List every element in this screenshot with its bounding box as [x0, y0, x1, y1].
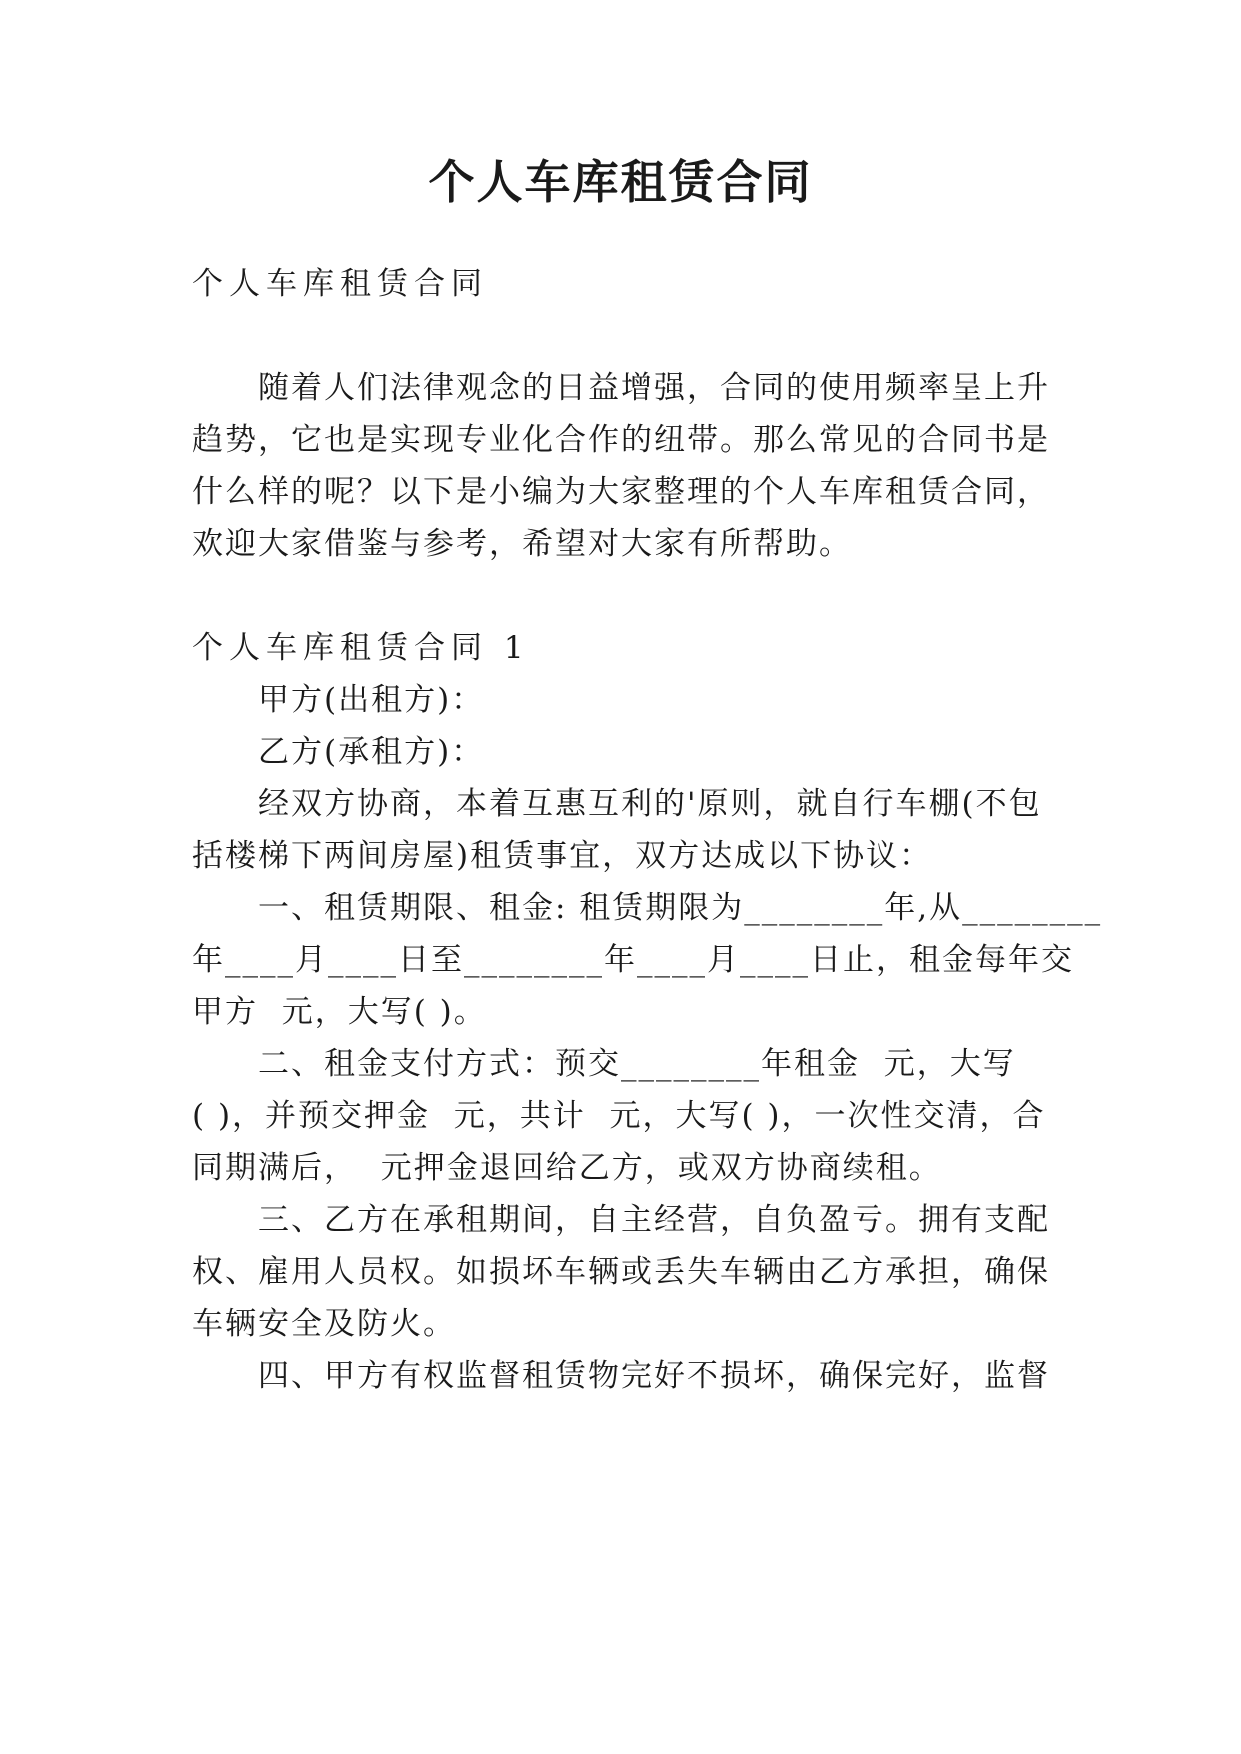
clause2-line-2: ( )，并预交押金 元，共计 元，大写( )，一次性交清，合: [192, 1098, 1046, 1134]
document-subtitle: 个人车库租赁合同: [192, 266, 488, 302]
section-heading: 个人车库租赁合同 1: [192, 630, 530, 666]
party-b-line: 乙方(承租方)：: [192, 734, 485, 770]
clause4-line-1: 四、甲方有权监督租赁物完好不损坏，确保完好，监督: [192, 1358, 1050, 1394]
clause1-line-1: 一、租赁期限、租金: 租赁期限为________年,从________: [192, 890, 1103, 926]
clause2-line-1: 二、租金支付方式：预交________年租金 元，大写: [192, 1046, 1016, 1082]
party-a-line: 甲方(出租方)：: [192, 682, 485, 718]
preamble-line-1: 经双方协商，本着互惠互利的'原则，就自行车棚(不包: [192, 786, 1042, 822]
preamble-line-2: 括楼梯下两间房屋)租赁事宜，双方达成以下协议：: [192, 838, 933, 874]
clause3-line-2: 权、雇用人员权。如损坏车辆或丢失车辆由乙方承担，确保: [192, 1254, 1050, 1290]
intro-line-2: 趋势，它也是实现专业化合作的纽带。那么常见的合同书是: [192, 422, 1050, 458]
clause1-line-2: 年____月____日至________年____月____日止，租金每年交: [192, 942, 1074, 978]
intro-line-4: 欢迎大家借鉴与参考，希望对大家有所帮助。: [192, 526, 852, 562]
intro-line-3: 什么样的呢？以下是小编为大家整理的个人车库租赁合同，: [192, 474, 1050, 510]
clause2-line-3: 同期满后， 元押金退回给乙方，或双方协商续租。: [192, 1150, 942, 1186]
document-title: 个人车库租赁合同: [428, 155, 813, 209]
clause1-line-3: 甲方 元，大写( )。: [192, 994, 487, 1030]
intro-line-1: 随着人们法律观念的日益增强，合同的使用频率呈上升: [192, 370, 1050, 406]
clause3-line-3: 车辆安全及防火。: [192, 1306, 456, 1342]
clause3-line-1: 三、乙方在承租期间，自主经营，自负盈亏。拥有支配: [192, 1202, 1050, 1238]
